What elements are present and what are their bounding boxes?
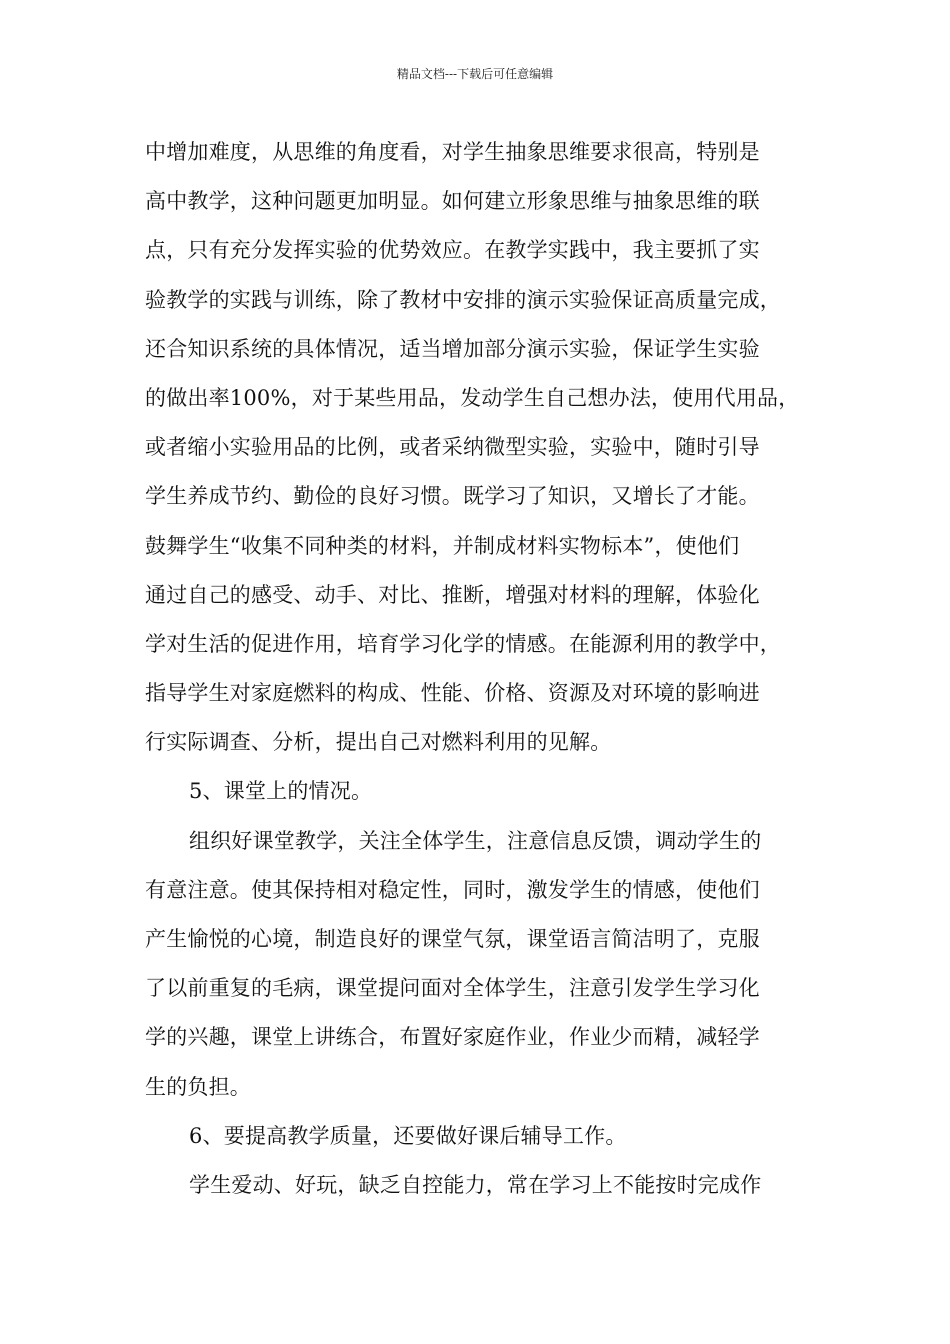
- page-header: 精品文档---下载后可任意编辑: [396, 67, 554, 81]
- section-heading-6: 6、要提高教学质量，还要做好课后辅导工作。: [189, 1123, 627, 1148]
- text-line: 行实际调查、分析，提出自己对燃料利用的见解。: [145, 730, 612, 755]
- text-line: 学生爱动、好玩，缺乏自控能力，常在学习上不能按时完成作: [189, 1172, 762, 1197]
- text-line: 验教学的实践与训练，除了教材中安排的演示实验保证高质量完成，: [145, 287, 781, 312]
- text-line: 组织好课堂教学，关注全体学生，注意信息反馈，调动学生的: [189, 828, 762, 853]
- text-line: 点，只有充分发挥实验的优势效应。在教学实践中，我主要抓了实: [145, 238, 760, 263]
- text-line: 了以前重复的毛病，课堂提问面对全体学生，注意引发学生学习化: [145, 976, 760, 1001]
- text-line: 还合知识系统的具体情况，适当增加部分演示实验，保证学生实验: [145, 336, 760, 361]
- text-line: 鼓舞学生“收集不同种类的材料，并制成材料实物标本”，使他们: [145, 533, 740, 558]
- text-line: 学对生活的促进作用，培育学习化学的情感。在能源利用的教学中，: [145, 631, 781, 656]
- text-line: 学生养成节约、勤俭的良好习惯。既学习了知识，又增长了才能。: [145, 484, 760, 509]
- text-line: 中增加难度，从思维的角度看，对学生抽象思维要求很高，特别是: [145, 140, 760, 164]
- section-heading-5: 5、课堂上的情况。: [189, 779, 373, 804]
- text-line: 学的兴趣，课堂上讲练合，布置好家庭作业，作业少而精，减轻学: [145, 1025, 760, 1050]
- document-body: [145, 128, 825, 1210]
- text-line: 指导学生对家庭燃料的构成、性能、价格、资源及对环境的影响进: [145, 681, 760, 706]
- text-line: 生的负担。: [145, 1074, 251, 1099]
- text-line: 高中教学，这种问题更加明显。如何建立形象思维与抽象思维的联: [145, 189, 760, 214]
- text-line: 产生愉悦的心境，制造良好的课堂气氛，课堂语言简洁明了，克服: [145, 927, 760, 951]
- text-line: 有意注意。使其保持相对稳定性，同时，激发学生的情感，使他们: [145, 877, 760, 902]
- text-line: 的做出率100%，对于某些用品，发动学生自己想办法，使用代用品，: [145, 385, 800, 410]
- text-line: 通过自己的感受、动手、对比、推断，增强对材料的理解，体验化: [145, 582, 760, 607]
- text-line: 或者缩小实验用品的比例，或者采纳微型实验，实验中，随时引导: [145, 435, 760, 460]
